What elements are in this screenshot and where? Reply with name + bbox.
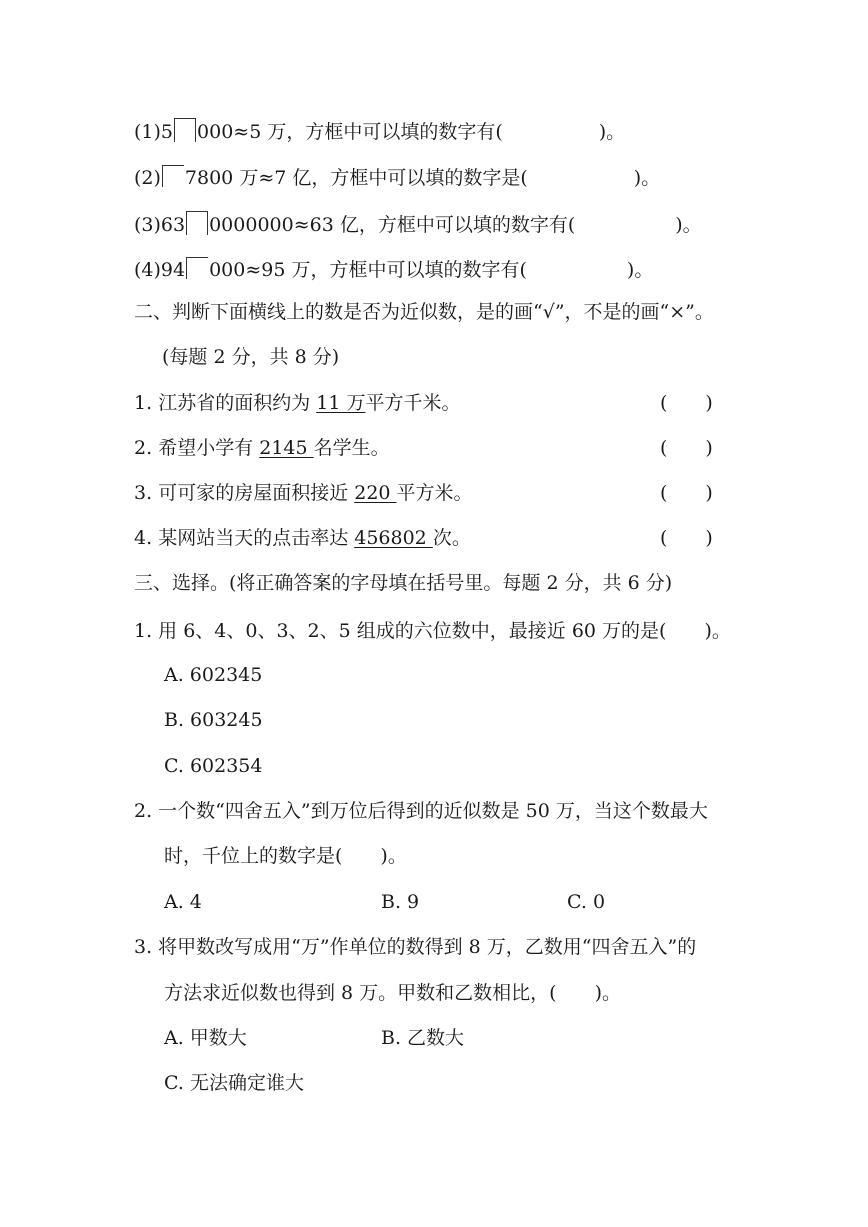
answer-box[interactable]	[186, 211, 208, 235]
option-1b[interactable]: B. 603245	[164, 709, 263, 731]
option-2c[interactable]: C. 0	[567, 891, 606, 913]
fill-item-2: (2) 7800 万≈7 亿，方框中可以填的数字是( )。	[134, 167, 661, 189]
option-3b[interactable]: B. 乙数大	[381, 1027, 465, 1049]
judge-answer-4[interactable]: ( )	[660, 527, 713, 549]
option-1c[interactable]: C. 602354	[164, 755, 263, 777]
option-2a[interactable]: A. 4	[164, 891, 202, 913]
judge-item-2: 2. 希望小学有 2145 名学生。	[134, 437, 390, 459]
judge-item-1: 1. 江苏省的面积约为 11 万平方千米。	[134, 392, 461, 414]
option-1a[interactable]: A. 602345	[164, 664, 263, 686]
choice-question-2-line2: 时，千位上的数字是( )。	[164, 845, 407, 867]
answer-box[interactable]	[186, 257, 208, 279]
fill-item-1: (1)5 000≈5 万，方框中可以填的数字有( )。	[134, 118, 625, 144]
fill-item-4: (4)94 000≈95 万，方框中可以填的数字有( )。	[134, 259, 654, 281]
section-2-heading: 二、判断下面横线上的数是否为近似数，是的画“√”，不是的画“×”。	[134, 301, 714, 323]
fill-item-3: (3)63 0000000≈63 亿，方框中可以填的数字有( )。	[134, 211, 702, 237]
option-3c[interactable]: C. 无法确定谁大	[164, 1072, 304, 1094]
section-3-heading: 三、选择。(将正确答案的字母填在括号里。每题 2 分，共 6 分)	[134, 572, 673, 594]
answer-box[interactable]	[174, 118, 196, 142]
option-2b[interactable]: B. 9	[381, 891, 420, 913]
section-2-score: (每题 2 分，共 8 分)	[162, 346, 340, 368]
judge-answer-3[interactable]: ( )	[660, 482, 713, 504]
option-3a[interactable]: A. 甲数大	[164, 1027, 247, 1049]
choice-question-3-line2: 方法求近似数也得到 8 万。甲数和乙数相比，( )。	[164, 982, 621, 1004]
judge-item-4: 4. 某网站当天的点击率达 456802 次。	[134, 527, 471, 549]
judge-answer-1[interactable]: ( )	[660, 392, 713, 414]
judge-answer-2[interactable]: ( )	[660, 437, 713, 459]
choice-question-1: 1. 用 6、4、0、3、2、5 组成的六位数中，最接近 60 万的是( )。	[134, 620, 731, 642]
choice-question-3-line1: 3. 将甲数改写成用“万”作单位的数得到 8 万，乙数用“四舍五入”的	[134, 936, 697, 958]
choice-question-2-line1: 2. 一个数“四舍五入”到万位后得到的近似数是 50 万，当这个数最大	[134, 800, 708, 822]
answer-box[interactable]	[162, 165, 184, 187]
judge-item-3: 3. 可可家的房屋面积接近 220 平方米。	[134, 482, 473, 504]
